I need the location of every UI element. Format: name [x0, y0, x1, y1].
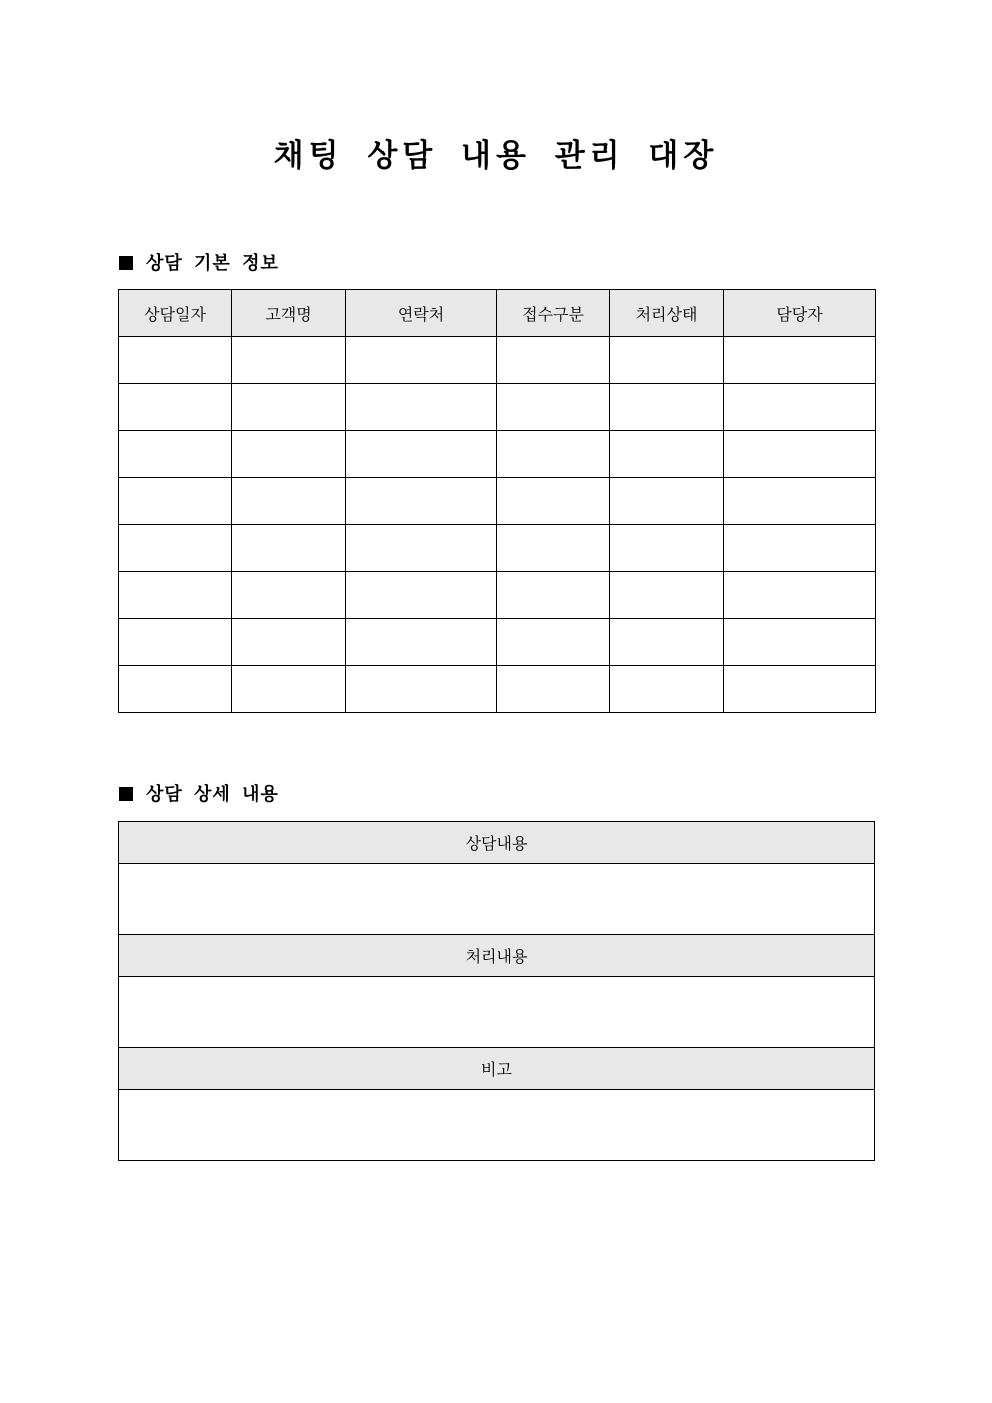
section-heading-label: 상담 상세 내용: [146, 784, 279, 805]
table-row: [119, 525, 876, 572]
detail-table: [118, 821, 875, 1161]
cell-agent[interactable]: [724, 478, 876, 525]
cell-intake-type[interactable]: [497, 525, 610, 572]
cell-agent[interactable]: [724, 337, 876, 384]
cell-status[interactable]: [610, 525, 724, 572]
cell-intake-type[interactable]: [497, 337, 610, 384]
cell-contact[interactable]: [346, 431, 497, 478]
cell-intake-type[interactable]: [497, 384, 610, 431]
detail-content-consult[interactable]: [119, 864, 875, 935]
cell-status[interactable]: [610, 666, 724, 713]
cell-date[interactable]: [119, 431, 232, 478]
column-header-intake-type: 접수구분: [497, 290, 610, 337]
cell-status[interactable]: [610, 572, 724, 619]
cell-intake-type[interactable]: [497, 572, 610, 619]
column-header-status: 처리상태: [610, 290, 724, 337]
cell-agent[interactable]: [724, 525, 876, 572]
table-row: [119, 572, 876, 619]
cell-agent[interactable]: [724, 666, 876, 713]
detail-label-row: [119, 1048, 875, 1090]
document-title: 채팅 상담 내용 관리 대장: [273, 138, 719, 174]
section-heading-basic-info: [119, 251, 279, 277]
table-row: [119, 337, 876, 384]
detail-label-row: [119, 822, 875, 864]
table-row: [119, 666, 876, 713]
detail-content-row: [119, 977, 875, 1048]
cell-contact[interactable]: [346, 478, 497, 525]
cell-customer[interactable]: [232, 666, 346, 713]
cell-contact[interactable]: [346, 525, 497, 572]
column-header-agent: 담당자: [724, 290, 876, 337]
column-header-contact: 연락처: [346, 290, 497, 337]
table-row: [119, 478, 876, 525]
cell-date[interactable]: [119, 666, 232, 713]
cell-contact[interactable]: [346, 337, 497, 384]
cell-intake-type[interactable]: [497, 431, 610, 478]
cell-contact[interactable]: [346, 384, 497, 431]
cell-customer[interactable]: [232, 619, 346, 666]
cell-contact[interactable]: [346, 619, 497, 666]
detail-label-processing: 처리내용: [119, 935, 875, 977]
cell-intake-type[interactable]: [497, 666, 610, 713]
detail-label-remarks: 비고: [119, 1048, 875, 1090]
detail-label-consult: 상담내용: [119, 822, 875, 864]
section-heading-label: 상담 기본 정보: [146, 253, 279, 274]
basic-table-body: [119, 337, 876, 713]
cell-agent[interactable]: [724, 384, 876, 431]
cell-date[interactable]: [119, 619, 232, 666]
table-row: [119, 431, 876, 478]
cell-status[interactable]: [610, 337, 724, 384]
cell-status[interactable]: [610, 619, 724, 666]
cell-contact[interactable]: [346, 572, 497, 619]
cell-date[interactable]: [119, 337, 232, 384]
cell-customer[interactable]: [232, 478, 346, 525]
section-heading-detail: [119, 782, 279, 808]
basic-info-table: [118, 289, 876, 713]
cell-customer[interactable]: [232, 337, 346, 384]
cell-status[interactable]: [610, 431, 724, 478]
table-row: [119, 619, 876, 666]
detail-content-row: [119, 1090, 875, 1161]
cell-status[interactable]: [610, 478, 724, 525]
cell-agent[interactable]: [724, 619, 876, 666]
cell-agent[interactable]: [724, 431, 876, 478]
cell-customer[interactable]: [232, 431, 346, 478]
column-header-customer: 고객명: [232, 290, 346, 337]
cell-date[interactable]: [119, 384, 232, 431]
cell-agent[interactable]: [724, 572, 876, 619]
square-bullet-icon: [119, 787, 133, 801]
detail-content-processing[interactable]: [119, 977, 875, 1048]
cell-customer[interactable]: [232, 572, 346, 619]
detail-content-row: [119, 864, 875, 935]
cell-contact[interactable]: [346, 666, 497, 713]
cell-date[interactable]: [119, 572, 232, 619]
cell-intake-type[interactable]: [497, 619, 610, 666]
cell-intake-type[interactable]: [497, 478, 610, 525]
table-row: [119, 384, 876, 431]
cell-date[interactable]: [119, 478, 232, 525]
cell-date[interactable]: [119, 525, 232, 572]
square-bullet-icon: [119, 256, 133, 270]
cell-status[interactable]: [610, 384, 724, 431]
cell-customer[interactable]: [232, 384, 346, 431]
detail-label-row: [119, 935, 875, 977]
cell-customer[interactable]: [232, 525, 346, 572]
table-header-row: [119, 290, 876, 337]
detail-content-remarks[interactable]: [119, 1090, 875, 1161]
column-header-date: 상담일자: [119, 290, 232, 337]
